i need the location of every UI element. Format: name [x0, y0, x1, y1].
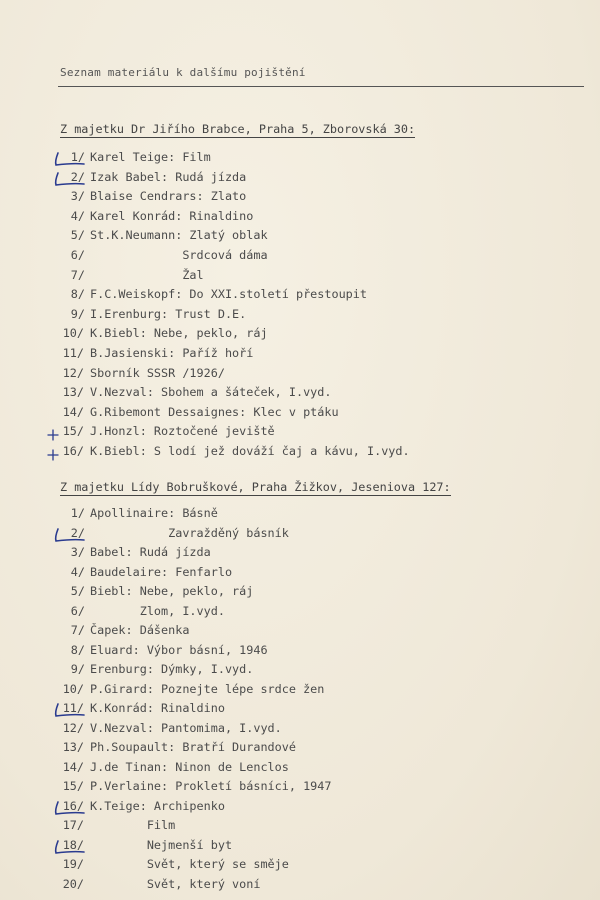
title-underline: [58, 86, 584, 87]
item-number: 10/: [62, 326, 84, 341]
item-text: I.Erenburg: Trust D.E.: [90, 306, 247, 321]
item-text: Izak Babel: Rudá jízda: [90, 169, 247, 184]
item-text: V.Nezval: Sbohem a šáteček, I.vyd.: [90, 385, 332, 400]
item-number: 9/: [70, 306, 85, 321]
item-text: Baudelaire: Fenfarlo: [90, 564, 233, 579]
item-number: 4/: [70, 208, 85, 223]
item-number: 14/: [62, 759, 84, 774]
item-number: 2/: [70, 169, 85, 184]
item-text: K.Konrád: Rinaldino: [90, 701, 225, 715]
item-text: Svět, který se směje: [90, 857, 289, 871]
item-text: J.Honzl: Roztočené jeviště: [90, 424, 275, 439]
item-number: 16/: [62, 798, 84, 813]
plus-mark-icon: [46, 427, 60, 446]
item-text: Blaise Cendrars: Zlato: [90, 189, 247, 204]
item-text: F.C.Weiskopf: Do XXI.století přestoupit: [90, 287, 367, 302]
item-text: Žal: [90, 267, 204, 282]
item-text: Ph.Soupault: Bratří Durandové: [90, 740, 296, 754]
item-text: Zlom, I.vyd.: [90, 603, 225, 618]
item-number: 12/: [62, 720, 84, 735]
item-number: 9/: [70, 662, 85, 676]
item-number: 7/: [70, 267, 85, 282]
plus-mark-icon: [46, 447, 60, 466]
item-text: Srdcová dáma: [90, 248, 268, 262]
item-number: 13/: [62, 740, 84, 754]
item-number: 15/: [62, 424, 84, 439]
item-number: 12/: [62, 365, 84, 380]
item-number: 11/: [62, 701, 84, 715]
item-text: K.Biebl: Nebe, peklo, ráj: [90, 326, 268, 341]
item-number: 20/: [62, 876, 84, 891]
item-text: J.de Tinan: Ninon de Lenclos: [90, 759, 289, 774]
item-text: Film: [90, 818, 176, 832]
item-text: K.Biebl: S lodí jež dováží čaj a kávu, I.vyd.: [90, 444, 410, 458]
item-number: 15/: [62, 779, 84, 793]
item-text: Karel Konrád: Rinaldino: [90, 208, 254, 223]
item-text: K.Teige: Archipenko: [90, 798, 225, 813]
item-number: 6/: [70, 603, 85, 618]
item-number: 3/: [70, 545, 85, 559]
item-number: 2/: [70, 525, 85, 540]
item-text: V.Nezval: Pantomima, I.vyd.: [90, 720, 282, 735]
item-text: Biebl: Nebe, peklo, ráj: [90, 584, 254, 598]
item-text: Sborník SSSR /1926/: [90, 365, 225, 380]
section-heading: Z majetku Lídy Bobruškové, Praha Žižkov, Jeseniova 127:: [60, 480, 451, 494]
item-text: Babel: Rudá jízda: [90, 545, 211, 559]
item-number: 17/: [62, 818, 84, 832]
item-number: 18/: [62, 837, 84, 852]
item-text: P.Girard: Poznejte lépe srdce žen: [90, 681, 325, 696]
item-text: G.Ribemont Dessaignes: Klec v ptáku: [90, 404, 339, 419]
item-number: 5/: [70, 584, 85, 598]
item-text: P.Verlaine: Prokletí básníci, 1947: [90, 779, 332, 793]
item-number: 7/: [70, 623, 85, 637]
item-number: 3/: [70, 189, 85, 204]
item-number: 13/: [62, 385, 84, 400]
item-text: Apollinaire: Básně: [90, 506, 218, 520]
item-text: St.K.Neumann: Zlatý oblak: [90, 228, 268, 243]
item-text: Zavražděný básník: [90, 525, 289, 540]
item-text: Svět, který voní: [90, 876, 261, 891]
item-number: 1/: [70, 150, 85, 164]
item-number: 8/: [70, 287, 85, 302]
item-text: B.Jasienski: Paříž hoří: [90, 346, 254, 360]
item-number: 14/: [62, 404, 84, 419]
item-text: Erenburg: Dýmky, I.vyd.: [90, 662, 254, 676]
item-number: 11/: [62, 346, 84, 360]
document-title: Seznam materiálu k dalšímu pojištění: [60, 66, 306, 79]
item-number: 4/: [70, 564, 85, 579]
item-number: 8/: [70, 642, 85, 657]
section-heading: Z majetku Dr Jiřího Brabce, Praha 5, Zborovská 30:: [60, 122, 416, 136]
item-text: Eluard: Výbor básní, 1946: [90, 642, 268, 657]
item-number: 10/: [62, 681, 84, 696]
item-text: Nejmenší byt: [90, 837, 233, 852]
item-number: 19/: [62, 857, 84, 871]
item-number: 6/: [70, 248, 85, 262]
item-text: Čapek: Dášenka: [90, 623, 190, 637]
item-number: 16/: [62, 444, 84, 458]
item-text: Karel Teige: Film: [90, 150, 211, 164]
item-number: 1/: [70, 506, 85, 520]
item-number: 5/: [70, 228, 85, 243]
